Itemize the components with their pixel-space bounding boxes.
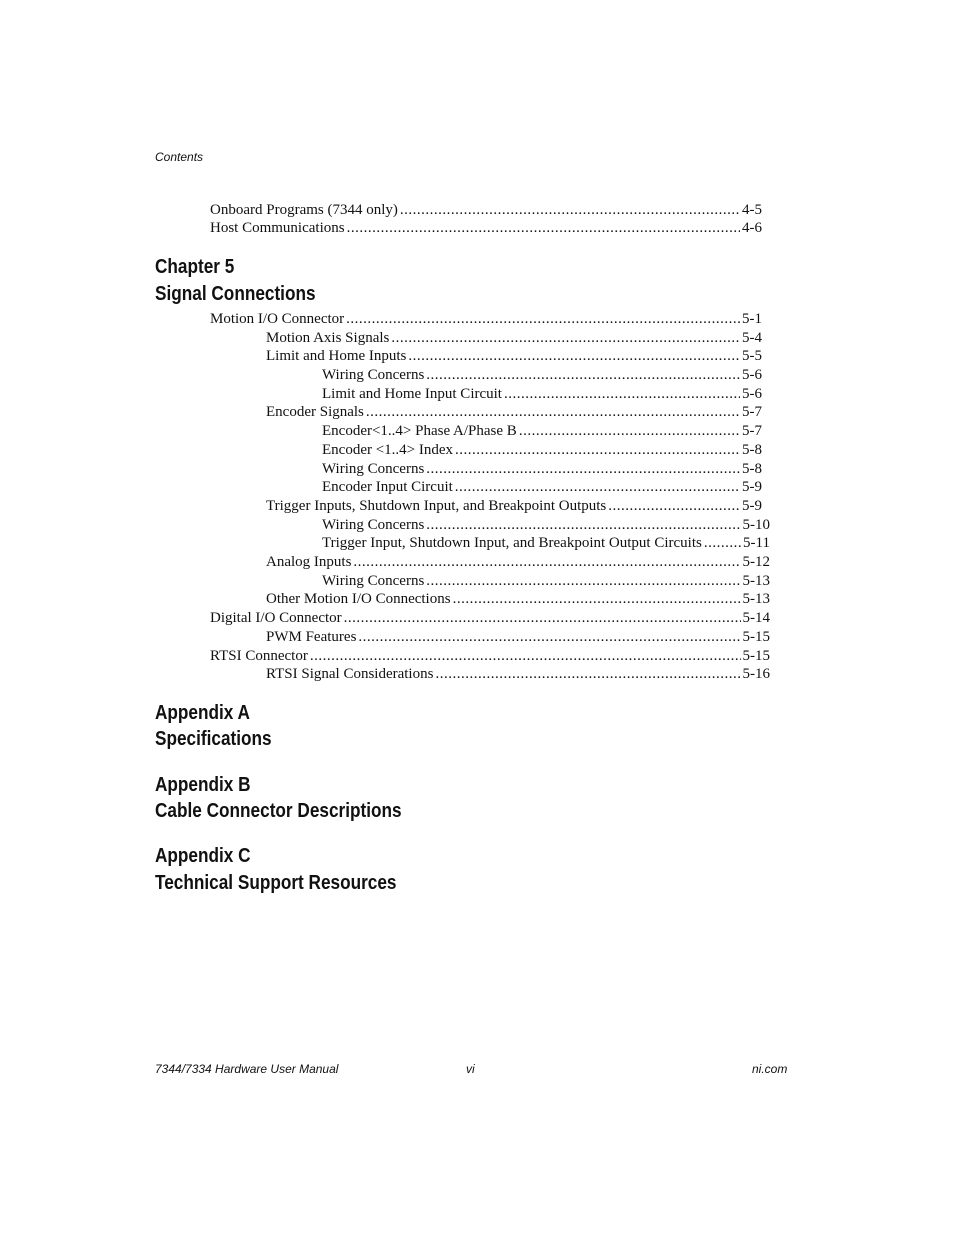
toc-entry[interactable]: RTSI Connector ..... 5-15 [210, 647, 770, 665]
toc-entry[interactable]: Motion Axis Signals ..... 5-4 [266, 329, 762, 347]
appendix-b-title[interactable]: Cable Connector Descriptions [155, 800, 402, 822]
toc-entry[interactable]: Host Communications ..... 4-6 [210, 219, 762, 237]
footer-page-number: vi [466, 1062, 475, 1076]
appendix-b-label: Appendix B [155, 774, 251, 796]
toc-entry[interactable]: Other Motion I/O Connections ..... 5-13 [266, 590, 770, 608]
toc-entry[interactable]: Encoder <1..4> Index ..... 5-8 [322, 441, 762, 459]
running-head: Contents [155, 150, 204, 164]
toc-entry[interactable]: Wiring Concerns ..... 5-8 [322, 460, 762, 478]
toc-entry[interactable]: Analog Inputs ..... 5-12 [266, 553, 770, 571]
footer-manual-title: 7344/7334 Hardware User Manual [155, 1062, 339, 1076]
toc-entry[interactable]: Wiring Concerns ..... 5-6 [322, 366, 762, 384]
chapter-title: Signal Connections [155, 283, 316, 305]
toc-entry[interactable]: Digital I/O Connector ..... 5-14 [210, 609, 770, 627]
toc-entry[interactable]: Encoder Signals ..... 5-7 [266, 403, 762, 421]
toc-entry[interactable]: Trigger Inputs, Shutdown Input, and Breakpoint Outputs ..... 5-9 [266, 497, 762, 515]
toc-entry[interactable]: PWM Features ..... 5-15 [266, 628, 770, 646]
footer-website: ni.com [752, 1062, 788, 1076]
toc-entry[interactable]: Wiring Concerns ..... 5-10 [322, 516, 770, 534]
toc-entry[interactable]: Limit and Home Input Circuit ..... 5-6 [322, 385, 762, 403]
toc-entry[interactable]: Trigger Input, Shutdown Input, and Breakpoint Output Circuits ..... 5-11 [322, 534, 770, 552]
chapter-label: Chapter 5 [155, 256, 235, 278]
appendix-a-title[interactable]: Specifications [155, 728, 272, 750]
toc-entry[interactable]: Limit and Home Inputs ..... 5-5 [266, 347, 762, 365]
toc-entry[interactable]: Encoder<1..4> Phase A/Phase B ..... 5-7 [322, 422, 762, 440]
toc-entry[interactable]: Wiring Concerns ..... 5-13 [322, 572, 770, 590]
appendix-c-label: Appendix C [155, 845, 251, 867]
appendix-a-label: Appendix A [155, 702, 250, 724]
appendix-c-title[interactable]: Technical Support Resources [155, 872, 397, 894]
toc-entry[interactable]: RTSI Signal Considerations ..... 5-16 [266, 665, 770, 683]
toc-entry[interactable]: Motion I/O Connector ..... 5-1 [210, 310, 762, 328]
toc-entry[interactable]: Encoder Input Circuit ..... 5-9 [322, 478, 762, 496]
toc-entry[interactable]: Onboard Programs (7344 only) ..... 4-5 [210, 201, 762, 219]
